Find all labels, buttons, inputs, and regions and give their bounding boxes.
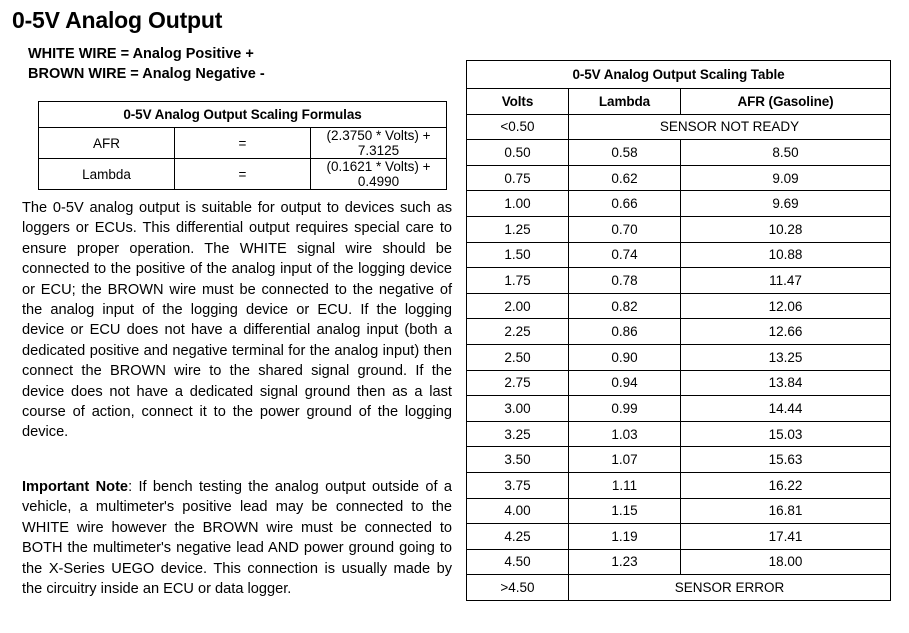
formula-name-lambda: Lambda	[39, 159, 175, 190]
cell-lambda: 1.07	[569, 447, 681, 473]
cell-volts: 0.50	[467, 140, 569, 166]
cell-volts: 2.00	[467, 293, 569, 319]
cell-volts: 3.00	[467, 396, 569, 422]
cell-volts: 2.25	[467, 319, 569, 345]
important-note-lead: Important Note	[22, 479, 129, 495]
cell-afr: 10.28	[681, 216, 891, 242]
cell-afr: 8.50	[681, 140, 891, 166]
cell-afr: 12.66	[681, 319, 891, 345]
table-row	[467, 370, 891, 396]
cell-volts: 4.50	[467, 549, 569, 575]
table-row	[467, 498, 891, 524]
cell-lambda: 0.90	[569, 344, 681, 370]
cell-afr: 10.88	[681, 242, 891, 268]
cell-afr: 13.84	[681, 370, 891, 396]
cell-afr: 16.81	[681, 498, 891, 524]
cell-lambda: 0.86	[569, 319, 681, 345]
cell-lambda: 1.19	[569, 524, 681, 550]
cell-lambda: 0.70	[569, 216, 681, 242]
table-row	[39, 159, 447, 190]
cell-afr: 9.09	[681, 165, 891, 191]
table-row	[467, 344, 891, 370]
cell-afr: 15.03	[681, 421, 891, 447]
cell-volts: 4.00	[467, 498, 569, 524]
page-title: 0-5V Analog Output	[12, 7, 223, 33]
formulas-table-title-row	[39, 102, 447, 128]
table-row	[467, 396, 891, 422]
scaling-table-header-row	[467, 89, 891, 115]
cell-lambda: 1.11	[569, 472, 681, 498]
scaling-table-title: 0-5V Analog Output Scaling Table	[467, 61, 891, 89]
cell-lambda: 0.78	[569, 268, 681, 294]
formula-name-afr: AFR	[39, 128, 175, 159]
cell-lambda: 1.03	[569, 421, 681, 447]
table-row	[467, 549, 891, 575]
formula-expression-lambda: (0.1621 * Volts) + 0.4990	[311, 159, 447, 190]
formula-equals-afr: =	[175, 128, 311, 159]
column-header-lambda: Lambda	[569, 89, 681, 115]
cell-volts: 3.75	[467, 472, 569, 498]
cell-lambda: 1.15	[569, 498, 681, 524]
cell-volts: 4.25	[467, 524, 569, 550]
cell-lambda: 0.99	[569, 396, 681, 422]
formula-expression-afr: (2.3750 * Volts) + 7.3125	[311, 128, 447, 159]
table-row	[467, 319, 891, 345]
table-row	[467, 216, 891, 242]
cell-lambda: 1.23	[569, 549, 681, 575]
status-low-message: SENSOR NOT READY	[569, 114, 891, 140]
cell-volts: 1.50	[467, 242, 569, 268]
cell-volts: 3.50	[467, 447, 569, 473]
cell-afr: 18.00	[681, 549, 891, 575]
table-row	[39, 128, 447, 159]
table-row	[467, 472, 891, 498]
wire-legend-brown: BROWN WIRE = Analog Negative -	[28, 66, 265, 82]
cell-afr: 16.22	[681, 472, 891, 498]
cell-afr: 12.06	[681, 293, 891, 319]
wire-legend-white: WHITE WIRE = Analog Positive +	[28, 46, 254, 62]
cell-lambda: 0.58	[569, 140, 681, 166]
cell-volts: 2.50	[467, 344, 569, 370]
scaling-table-title-row	[467, 61, 891, 89]
table-row	[467, 524, 891, 550]
table-row	[467, 421, 891, 447]
formulas-table	[38, 101, 447, 190]
cell-lambda: 0.94	[569, 370, 681, 396]
wire-legend	[28, 44, 265, 84]
table-row	[467, 242, 891, 268]
table-row	[467, 447, 891, 473]
cell-volts: 0.75	[467, 165, 569, 191]
paragraph-important-note	[22, 477, 452, 599]
status-low-volts: <0.50	[467, 114, 569, 140]
cell-volts: 2.75	[467, 370, 569, 396]
cell-afr: 15.63	[681, 447, 891, 473]
cell-volts: 1.75	[467, 268, 569, 294]
cell-lambda: 0.82	[569, 293, 681, 319]
status-high-message: SENSOR ERROR	[569, 575, 891, 601]
table-row	[467, 165, 891, 191]
cell-afr: 14.44	[681, 396, 891, 422]
cell-afr: 13.25	[681, 344, 891, 370]
status-high-volts: >4.50	[467, 575, 569, 601]
cell-lambda: 0.66	[569, 191, 681, 217]
cell-afr: 11.47	[681, 268, 891, 294]
column-header-afr: AFR (Gasoline)	[681, 89, 891, 115]
cell-lambda: 0.74	[569, 242, 681, 268]
table-row-sensor-error	[467, 575, 891, 601]
cell-lambda: 0.62	[569, 165, 681, 191]
table-row	[467, 191, 891, 217]
cell-afr: 9.69	[681, 191, 891, 217]
cell-volts: 1.25	[467, 216, 569, 242]
table-row-sensor-not-ready	[467, 114, 891, 140]
paragraph-main: The 0-5V analog output is suitable for output to devices such as loggers or ECUs. This differential output requires special care to ensure proper operation. The WHITE signal wire should be connected to the positive of the analog input of the logging device or ECU; the BROWN wire must be connected to the negative of the analog input of the logging device or ECU. If the logging device or ECU does not have a differential analog input (both a dedicated positive and negative terminal for the analog input) then connect the BROWN wire to the shared signal ground. If the device does not have a dedicated signal ground then as a last course of action, connect it to the power ground of the logging device.	[22, 200, 452, 441]
scaling-table	[466, 60, 891, 601]
formula-equals-lambda: =	[175, 159, 311, 190]
table-row	[467, 268, 891, 294]
column-header-volts: Volts	[467, 89, 569, 115]
formulas-table-title: 0-5V Analog Output Scaling Formulas	[39, 102, 447, 128]
cell-afr: 17.41	[681, 524, 891, 550]
table-row	[467, 293, 891, 319]
important-note-body: : If bench testing the analog output outside of a vehicle, a multimeter's positive lead may be connected to the WHITE wire however the BROWN wire must be connected to BOTH the multimeter's negative lead AND power ground going to the X-Series UEGO device. This connection is usually made by the circuitry inside an ECU or data logger.	[22, 479, 452, 598]
table-row	[467, 140, 891, 166]
cell-volts: 3.25	[467, 421, 569, 447]
cell-volts: 1.00	[467, 191, 569, 217]
